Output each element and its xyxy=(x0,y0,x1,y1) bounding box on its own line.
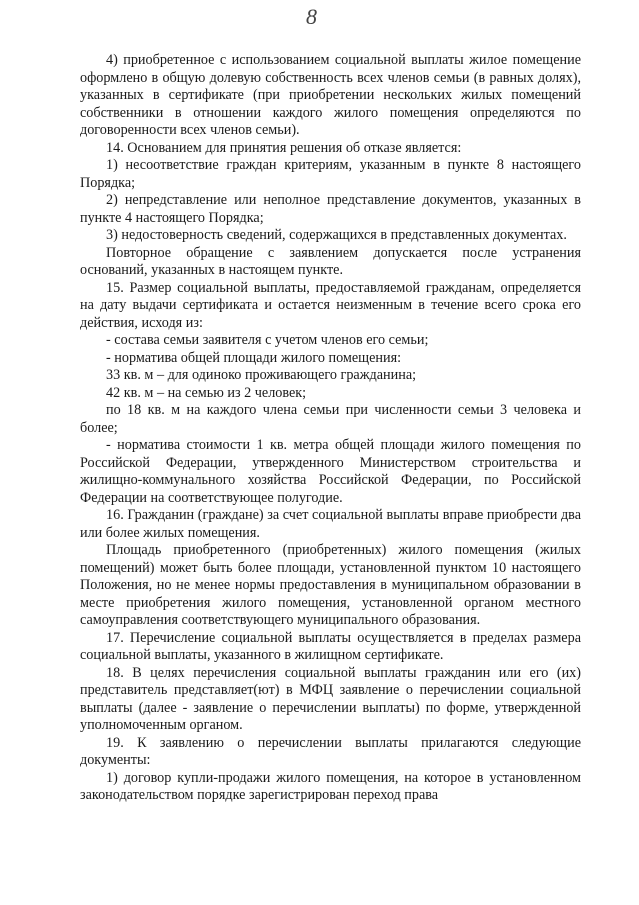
paragraph: 4) приобретенное с использованием социальной выплаты жилое помещение оформлено в общую долевую собственность всех членов семьи (в равных долях), указанных в сертификате (при приобретении нескольких жилых помещений собственники в отношении каждого жилого помещения определяются по договоренности всех членов семьи). xyxy=(80,52,581,138)
paragraph: - состава семьи заявителя с учетом членов его семьи; xyxy=(106,332,429,348)
paragraph: 19. К заявлению о перечислении выплаты прилагаются следующие документы: xyxy=(80,734,581,768)
paragraph: по 18 кв. м на каждого члена семьи при численности семьи 3 человека и более; xyxy=(80,402,581,436)
paragraph: 17. Перечисление социальной выплаты осуществляется в пределах размера социальной выплаты, указанного в жилищном сертификате. xyxy=(80,629,581,663)
paragraph: 18. В целях перечисления социальной выплаты гражданин или его (их) представитель представляет(ют) в МФЦ заявление о перечислении социальной выплаты (далее - заявление о перечислении выплаты) по форме, утвержденной уполномоченным органом. xyxy=(80,664,581,733)
paragraph: 33 кв. м – для одиноко проживающего гражданина; xyxy=(106,367,417,383)
paragraph: Площадь приобретенного (приобретенных) жилого помещения (жилых помещений) может быть более площади, установленной пунктом 10 настоящего Положения, но не менее нормы предоставления в муниципальном образовании в месте приобретения жилого помещения, установленной органом местного самоуправления соответствующего муниципального образования. xyxy=(80,542,581,628)
paragraph: 1) договор купли-продажи жилого помещения, на которое в установленном законодательством порядке зарегистрирован переход права xyxy=(80,769,581,803)
paragraph: 42 кв. м – на семью из 2 человек; xyxy=(106,384,307,401)
page-number: 8 xyxy=(306,4,317,29)
paragraph: - норматива общей площади жилого помещения: xyxy=(106,349,402,366)
paragraph: Повторное обращение с заявлением допускается после устранения оснований, указанных в настоящем пункте. xyxy=(80,244,581,278)
paragraph: 1) несоответствие граждан критериям, указанным в пункте 8 настоящего Порядка; xyxy=(80,157,581,191)
paragraph: 3) недостоверность сведений, содержащихся в представленных документах. xyxy=(106,227,567,243)
paragraph: 14. Основанием для принятия решения об отказе является: xyxy=(106,139,462,156)
paragraph: - норматива стоимости 1 кв. метра общей площади жилого помещения по Российской Федерации, утвержденного Министерством строительства и жилищно-коммунального хозяйства Российской Федерации, по Российской Федерации на соответствующее полугодие. xyxy=(80,437,581,506)
paragraph: 2) непредставление или неполное представление документов, указанных в пункте 4 настоящего Порядка; xyxy=(80,192,581,226)
document-body xyxy=(80,52,581,805)
paragraph: 16. Гражданин (граждане) за счет социальной выплаты вправе приобрести два или более жилых помещения. xyxy=(80,507,581,541)
paragraph: 15. Размер социальной выплаты, предоставляемой гражданам, определяется на дату выдачи сертификата и остается неизменным в течение всего срока его действия, исходя из: xyxy=(80,279,581,331)
